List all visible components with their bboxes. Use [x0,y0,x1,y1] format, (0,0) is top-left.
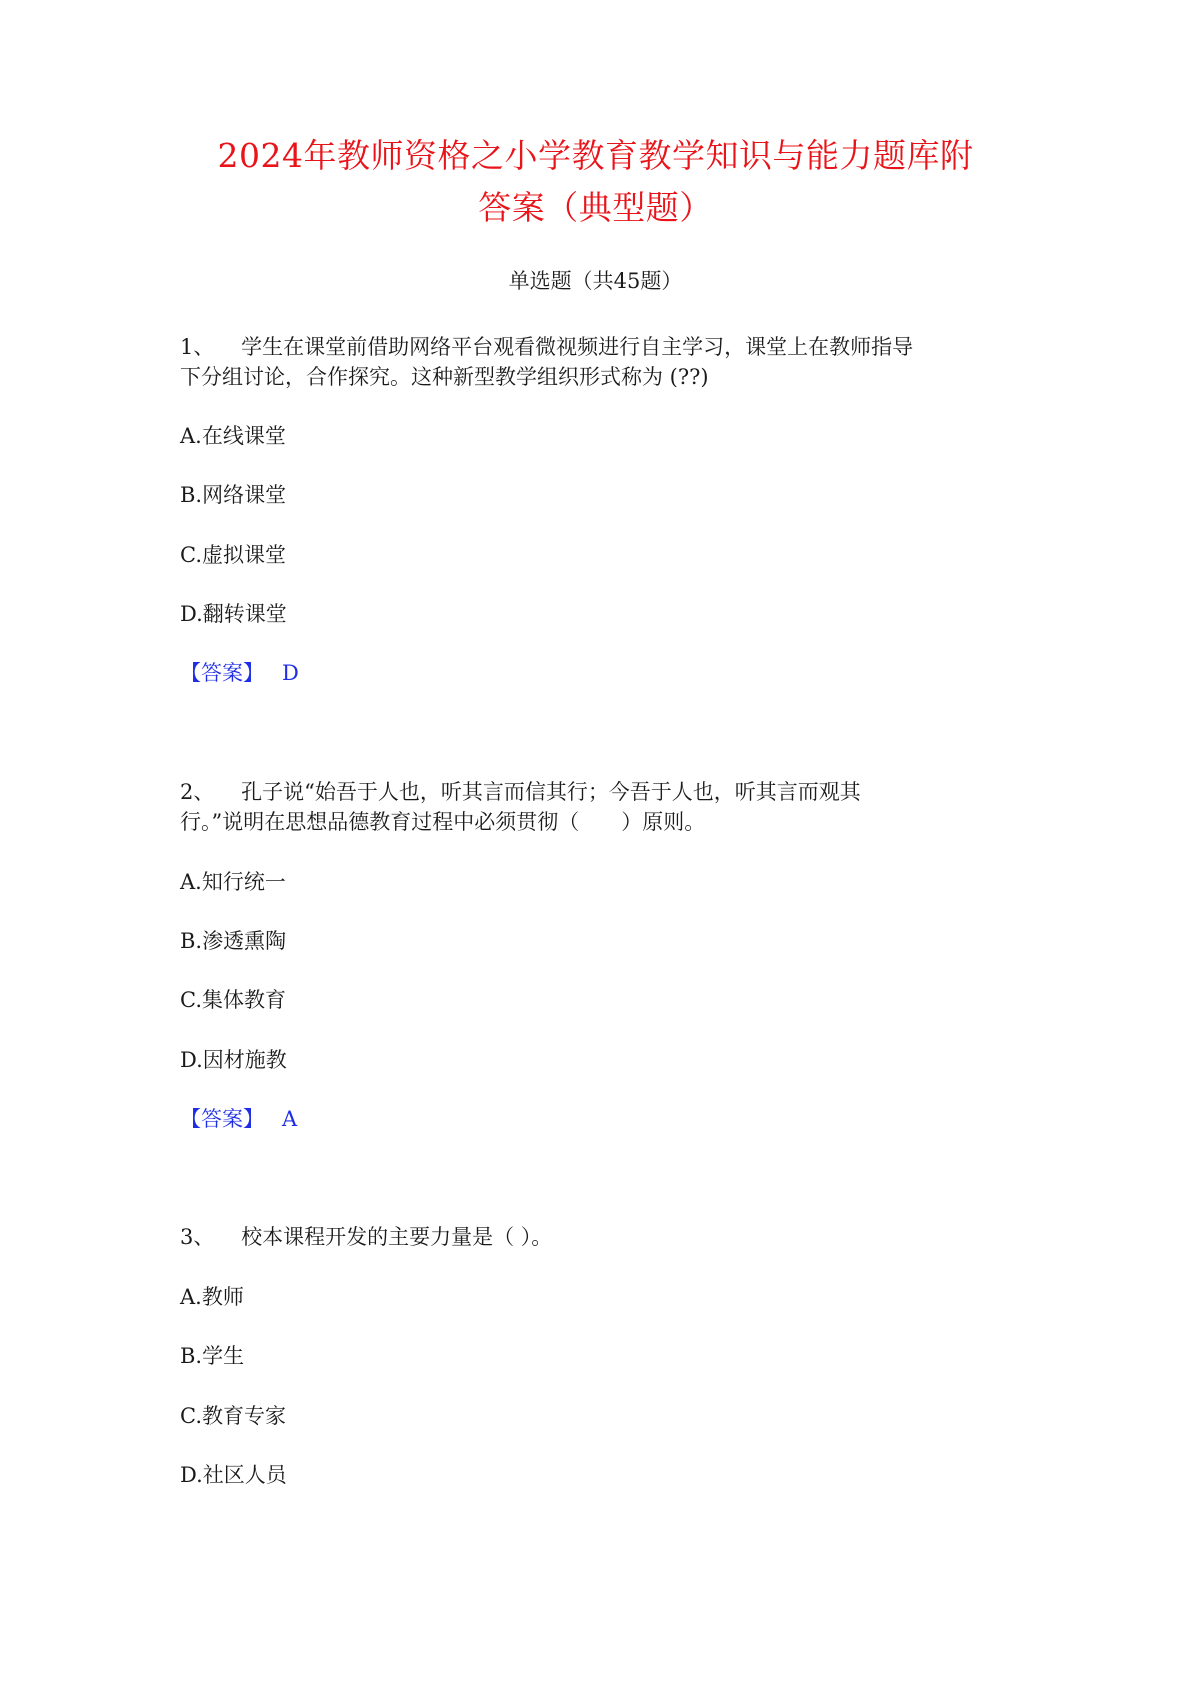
answer-value: A [282,1107,298,1131]
question-3-option-a: A.教师 [180,1285,244,1309]
question-3-option-d: D.社区人员 [180,1463,287,1487]
question-1-option-c: C.虚拟课堂 [180,543,286,567]
question-2-number: 2、 [180,780,215,804]
question-1-text-2: 下分组讨论，合作探究。这种新型教学组织形式称为 (??) [180,365,709,389]
question-1-option-a: A.在线课堂 [180,424,286,448]
question-2-text-2: 行。”说明在思想品德教育过程中必须贯彻（ ）原则。 [180,810,706,834]
question-2-line-1 [180,777,1020,807]
title-line-2: 答案（典型题） [478,188,713,227]
question-2-option-a: A.知行统一 [180,870,286,894]
question-3-text-1: 校本课程开发的主要力量是（ ）。 [241,1225,553,1249]
question-2-option-b: B.渗透熏陶 [180,929,287,953]
question-1-option-d: D.翻转课堂 [180,602,287,626]
question-3-option-b: B.学生 [180,1344,245,1368]
question-2-option-c: C.集体教育 [180,988,286,1012]
section-heading: 单选题（共45题） [508,269,683,293]
question-2-answer [180,1104,297,1134]
question-1-number: 1、 [180,335,215,359]
question-1-answer [180,658,299,688]
question-2-text-1: 孔子说“始吾于人也，听其言而信其行；今吾于人也，听其言而观其 [241,780,861,804]
document-title [0,130,1191,234]
question-3-option-c: C.教育专家 [180,1404,286,1428]
question-2-option-d: D.因材施教 [180,1048,287,1072]
answer-label: 【答案】 [180,661,264,685]
question-1 [180,332,1020,392]
question-3-number: 3、 [180,1225,215,1249]
question-1-text-1: 学生在课堂前借助网络平台观看微视频进行自主学习，课堂上在教师指导 [241,335,914,359]
question-3 [180,1222,1020,1252]
title-line-1: 2024年教师资格之小学教育教学知识与能力题库附 [217,136,974,175]
answer-label: 【答案】 [180,1107,264,1131]
answer-value: D [282,661,299,685]
question-3-line-1 [180,1222,1020,1252]
question-2 [180,777,1020,837]
question-1-option-b: B.网络课堂 [180,483,287,507]
question-1-line-1 [180,332,1020,362]
